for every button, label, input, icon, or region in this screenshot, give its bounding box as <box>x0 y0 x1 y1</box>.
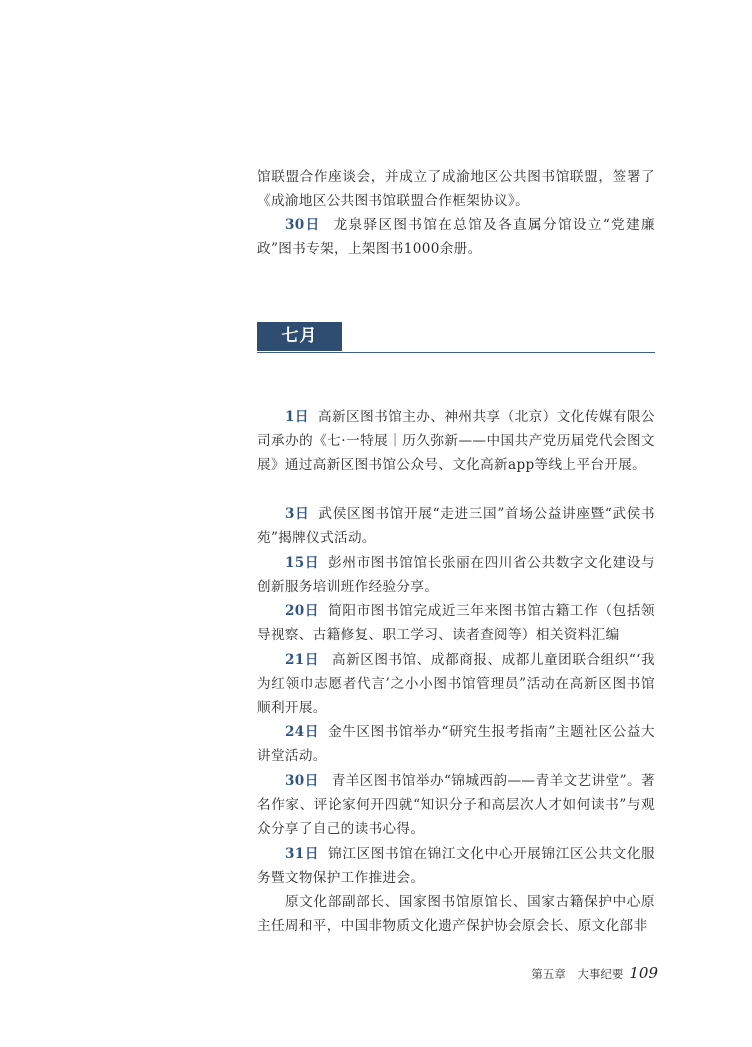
entry-text: 彭州市图书馆馆长张丽在四川省公共数字文化建设与创新服务培训班作经验分享。 <box>257 555 655 596</box>
entry-july-3 <box>257 502 655 550</box>
entry-date: 30日 <box>285 217 321 233</box>
closing-paragraph: 原文化部副部长、国家图书馆原馆长、国家古籍保护中心原主任周和平，中国非物质文化遗产保护协会原会长、原文化部非 <box>257 894 655 935</box>
page-footer <box>531 964 658 982</box>
entry-july-30 <box>257 769 655 842</box>
entry-june-30 <box>257 213 655 261</box>
entry-july-24 <box>257 720 655 768</box>
entry-date: 1日 <box>285 409 309 425</box>
section-title: 七月 <box>257 322 342 351</box>
entry-text: 龙泉驿区图书馆在总馆及各直属分馆设立“党建廉政”图书专架，上架图书1000余册。 <box>257 217 655 258</box>
entry-text: 金牛区图书馆举办“研究生报考指南”主题社区公益大讲堂活动。 <box>257 724 655 765</box>
entry-date: 30日 <box>285 773 319 789</box>
entry-text: 高新区图书馆主办、神州共享（北京）文化传媒有限公司承办的《七·一特展｜历久弥新——中国共产党历届党代会图文展》通过高新区图书馆公众号、文化高新app等线上平台开展。 <box>257 409 655 474</box>
entry-text: 简阳市图书馆完成近三年来图书馆古籍工作（包括领导视察、古籍修复、职工学习、读者查阅等）相关资料汇编 <box>257 603 655 644</box>
entry-date: 31日 <box>285 846 320 862</box>
entry-july-20 <box>257 599 655 647</box>
entry-date: 24日 <box>285 724 320 740</box>
entry-text: 高新区图书馆、成都商报、成都儿童团联合组织“‘我为红领巾志愿者代言’之小小图书馆管理员”活动在高新区图书馆顺利开展。 <box>257 652 655 717</box>
entry-text: 锦江区图书馆在锦江文化中心开展锦江区公共文化服务暨文物保护工作推进会。 <box>257 846 655 887</box>
entry-text: 青羊区图书馆举办“锦城西韵——青羊文艺讲堂”。著名作家、评论家何开四就“知识分子和高层次人才如何读书”与观众分享了自己的读书心得。 <box>257 773 655 838</box>
entry-date: 20日 <box>285 603 320 619</box>
entry-date: 15日 <box>285 555 320 571</box>
entry-july-1 <box>257 405 655 478</box>
entry-july-31 <box>257 842 655 890</box>
entry-text: 武侯区图书馆开展“走进三国”首场公益讲座暨“武侯书苑”揭牌仪式活动。 <box>257 506 655 547</box>
section-header <box>257 322 655 353</box>
page-number: 109 <box>629 964 658 982</box>
chapter-label: 第五章 大事纪要 <box>531 967 624 981</box>
continued-paragraph: 馆联盟合作座谈会，并成立了成渝地区公共图书馆联盟，签署了《成渝地区公共图书馆联盟合作框架协议》。 <box>257 169 655 210</box>
entry-date: 3日 <box>285 506 310 522</box>
entry-date: 21日 <box>285 652 319 668</box>
entry-july-21 <box>257 648 655 721</box>
entry-july-15 <box>257 551 655 599</box>
